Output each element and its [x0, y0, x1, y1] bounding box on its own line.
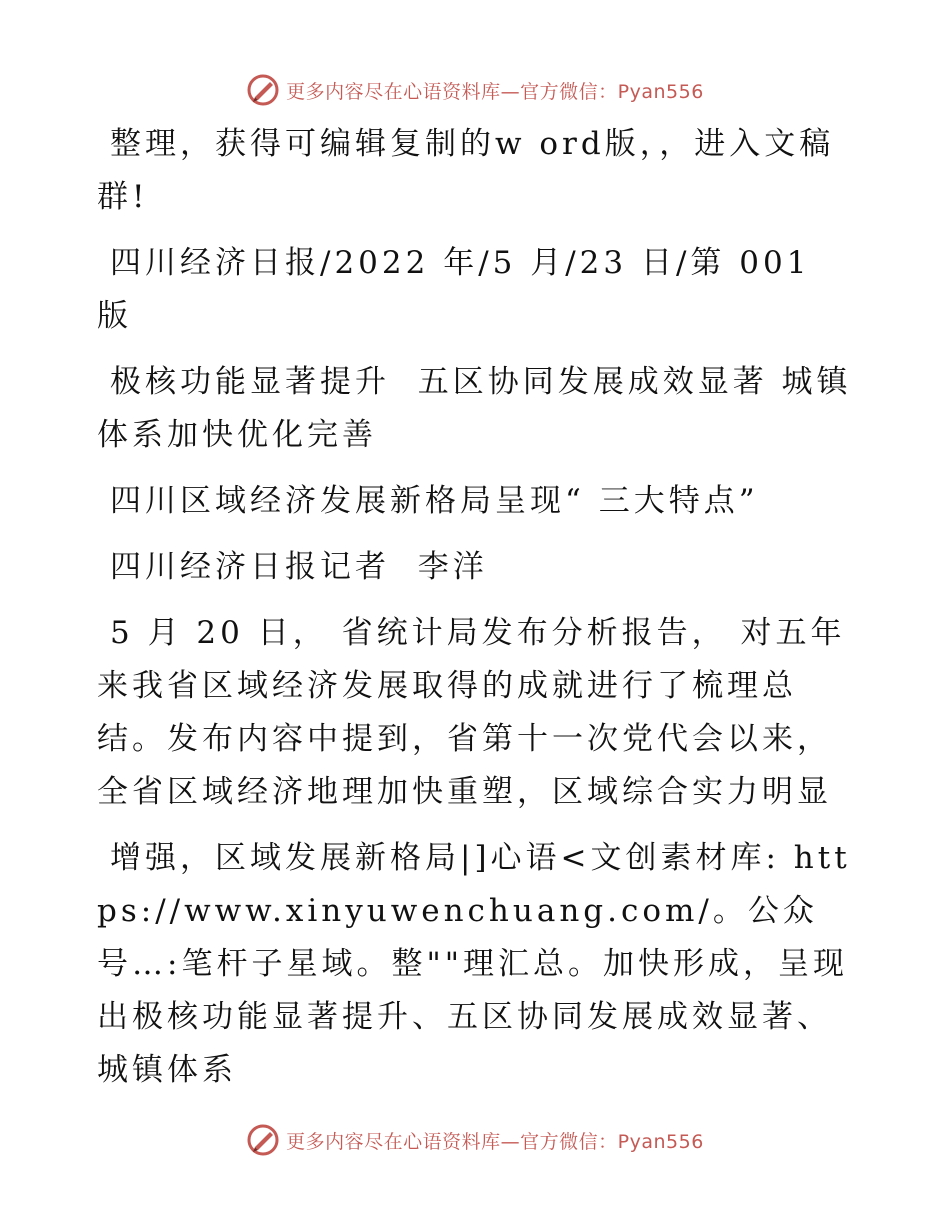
- header-text: [286, 77, 704, 104]
- header-banner: [0, 70, 950, 110]
- header-separator: —: [500, 80, 521, 103]
- footer-banner: [0, 1120, 950, 1160]
- brand-logo-icon: [246, 73, 280, 107]
- paragraph-byline: 四川经济日报记者 李洋: [110, 549, 488, 585]
- footer-contact: 官方微信：Pyan556: [520, 1130, 704, 1153]
- brand-logo-icon: [246, 1123, 280, 1157]
- header-contact: 官方微信：Pyan556: [520, 80, 704, 103]
- paragraph-title: 四川区域经济发展新格局呈现“ 三大特点”: [110, 483, 759, 519]
- paragraph-body-2: 增强，区域发展新格局|]心语<文创素材库: https://www.xinyuwenchuang.com/。公众号…:笔杆子星域。整""理汇总。加快形成，呈现出极核功能显著提升、五区协同发展成效显著、城镇体系: [97, 840, 851, 1088]
- footer-brand-text: 更多内容尽在心语资料库: [286, 1130, 501, 1153]
- header-brand-text: 更多内容尽在心语资料库: [286, 80, 501, 103]
- paragraph-body-1: 5 月 20 日， 省统计局发布分析报告， 对五年来我省区域经济发展取得的成就进行了梳理总结。发布内容中提到，省第十一次党代会以来，全省区域经济地理加快重塑，区域综合实力明显: [97, 615, 846, 810]
- document-body: [97, 118, 857, 1110]
- footer-text: [286, 1127, 704, 1154]
- footer-separator: —: [500, 1130, 521, 1153]
- paragraph-headline: 极核功能显著提升 五区协同发展成效显著 城镇体系加快优化完善: [97, 364, 852, 453]
- paragraph-intro: 整理，获得可编辑复制的w ord版，，进入文稿群!: [97, 126, 835, 215]
- paragraph-source: 四川经济日报/2022 年/5 月/23 日/第 001 版: [97, 245, 825, 334]
